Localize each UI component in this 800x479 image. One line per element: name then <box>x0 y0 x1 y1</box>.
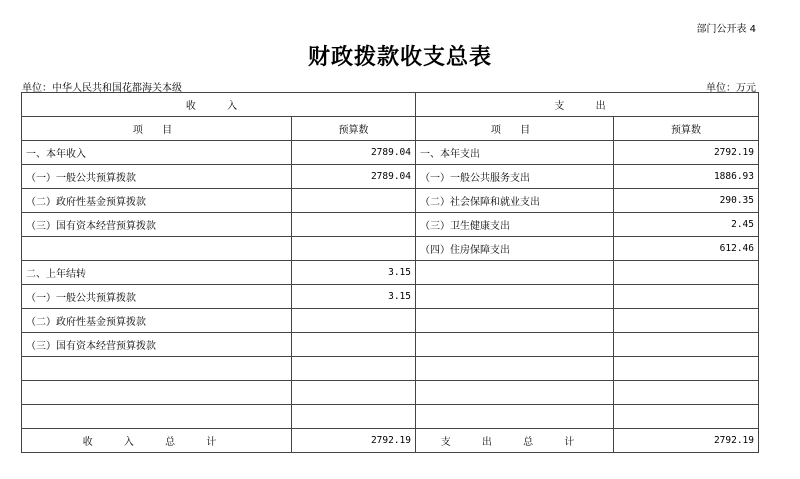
expense-item-cell: （四）住房保障支出 <box>416 237 614 261</box>
expense-item-cell <box>416 261 614 285</box>
expense-amount-cell <box>614 333 759 357</box>
income-item-cell: 二、上年结转 <box>22 261 292 285</box>
expense-amount-cell <box>614 357 759 381</box>
expense-amount-cell: 1886.93 <box>614 165 759 189</box>
table-row <box>22 285 759 309</box>
income-amount-cell <box>292 357 416 381</box>
expense-item-cell: （一）一般公共服务支出 <box>416 165 614 189</box>
doc-label: 部门公开表 4 <box>696 24 756 35</box>
budget-summary-table <box>21 92 759 453</box>
income-item-cell <box>22 405 292 429</box>
income-item-cell: （二）政府性基金预算拨款 <box>22 189 292 213</box>
expense-amount-cell: 612.46 <box>614 237 759 261</box>
expense-section-header: 支 出 <box>416 93 759 117</box>
expense-amount-cell <box>614 381 759 405</box>
income-item-cell <box>22 381 292 405</box>
table-row <box>22 333 759 357</box>
income-amount-cell <box>292 333 416 357</box>
expense-amount-cell <box>614 285 759 309</box>
expense-item-cell <box>416 381 614 405</box>
expense-item-cell: （三）卫生健康支出 <box>416 213 614 237</box>
table-row <box>22 141 759 165</box>
total-expense-label: 支 出 总 计 <box>416 429 614 453</box>
column-header-row <box>22 117 759 141</box>
income-amount-cell <box>292 237 416 261</box>
income-amount-cell <box>292 381 416 405</box>
income-item-cell <box>22 237 292 261</box>
income-item-cell <box>22 357 292 381</box>
table-row <box>22 309 759 333</box>
table-row <box>22 237 759 261</box>
income-amount-cell <box>292 309 416 333</box>
expense-budget-header: 预算数 <box>614 117 759 141</box>
income-amount-cell: 2789.04 <box>292 165 416 189</box>
income-amount-cell: 3.15 <box>292 285 416 309</box>
total-income-amount: 2792.19 <box>292 429 416 453</box>
income-budget-header: 预算数 <box>292 117 416 141</box>
expense-amount-cell <box>614 261 759 285</box>
section-header-row <box>22 93 759 117</box>
income-item-cell: （一）一般公共预算拨款 <box>22 285 292 309</box>
expense-item-cell <box>416 405 614 429</box>
income-amount-cell: 2789.04 <box>292 141 416 165</box>
table-row <box>22 381 759 405</box>
table-row <box>22 165 759 189</box>
income-item-cell: （三）国有资本经营预算拨款 <box>22 213 292 237</box>
total-row <box>22 429 759 453</box>
total-expense-amount: 2792.19 <box>614 429 759 453</box>
expense-amount-cell <box>614 405 759 429</box>
table-row <box>22 213 759 237</box>
income-item-header: 项 目 <box>22 117 292 141</box>
expense-item-cell <box>416 309 614 333</box>
unit-organization: 单位：中华人民共和国花都海关本级 <box>22 83 182 94</box>
income-amount-cell <box>292 189 416 213</box>
income-amount-cell <box>292 213 416 237</box>
expense-item-cell: 一、本年支出 <box>416 141 614 165</box>
table-row <box>22 189 759 213</box>
expense-amount-cell: 290.35 <box>614 189 759 213</box>
page-title: 财政拨款收支总表 <box>307 44 492 70</box>
income-amount-cell <box>292 405 416 429</box>
table-body <box>22 93 759 429</box>
table-footer <box>22 429 759 453</box>
expense-item-header: 项 目 <box>416 117 614 141</box>
table-row <box>22 405 759 429</box>
expense-amount-cell <box>614 309 759 333</box>
expense-item-cell <box>416 357 614 381</box>
expense-item-cell <box>416 333 614 357</box>
income-item-cell: （三）国有资本经营预算拨款 <box>22 333 292 357</box>
table-row <box>22 261 759 285</box>
income-amount-cell: 3.15 <box>292 261 416 285</box>
income-item-cell: （一）一般公共预算拨款 <box>22 165 292 189</box>
expense-item-cell <box>416 285 614 309</box>
expense-amount-cell: 2792.19 <box>614 141 759 165</box>
income-item-cell: 一、本年收入 <box>22 141 292 165</box>
table-row <box>22 357 759 381</box>
expense-amount-cell: 2.45 <box>614 213 759 237</box>
income-item-cell: （二）政府性基金预算拨款 <box>22 309 292 333</box>
unit-currency: 单位：万元 <box>706 83 756 94</box>
expense-item-cell: （二）社会保障和就业支出 <box>416 189 614 213</box>
income-section-header: 收 入 <box>22 93 416 117</box>
total-income-label: 收 入 总 计 <box>22 429 292 453</box>
